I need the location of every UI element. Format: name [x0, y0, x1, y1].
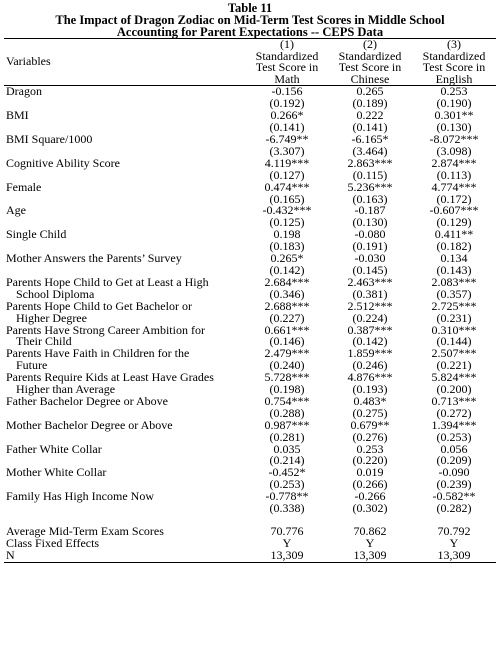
std-error-cell: (0.113) — [436, 167, 472, 182]
std-error-cell: (0.224) — [352, 310, 388, 325]
std-error-cell: (0.246) — [352, 358, 388, 373]
std-error-cell: (0.182) — [436, 239, 472, 254]
std-error-cell: (0.227) — [269, 310, 305, 325]
coefficient-cell: 0.987*** — [264, 417, 310, 432]
std-error-cell: (0.276) — [352, 429, 388, 444]
footer-value: Y — [449, 535, 459, 550]
coefficient-cell: 5.728*** — [264, 370, 310, 385]
table-caption-line1: The Impact of Dragon Zodiac on Mid-Term Test Scores in Middle School — [55, 13, 445, 27]
table-row — [4, 229, 496, 241]
std-error-cell: (0.357) — [436, 286, 472, 301]
variables-header: Variables — [6, 54, 51, 69]
coefficient-cell: -0.156 — [246, 86, 328, 98]
std-error-cell: (3.464) — [352, 143, 388, 158]
coefficient-cell: 0.253 — [412, 86, 496, 98]
std-error-cell: (0.165) — [269, 191, 305, 206]
variable-name — [4, 155, 246, 182]
table-row — [4, 372, 496, 384]
variable-name-line: Mother Answers the Parents’ Survey — [6, 251, 182, 266]
std-error-cell: (0.239) — [436, 477, 472, 492]
variable-name-line: Parents Hope Child to Get Bachelor or — [6, 298, 192, 313]
table-row — [4, 348, 496, 360]
variable-name — [4, 274, 246, 301]
std-error-cell: (0.142) — [269, 262, 305, 277]
coefficient-cell: 0.035 — [273, 441, 301, 456]
coefficient-cell: 5.236*** — [347, 179, 393, 194]
table-caption-line2: Accounting for Parent Expectations -- CEPS Data — [116, 25, 384, 39]
table-row — [4, 467, 496, 479]
coefficient-cell: 2.688*** — [264, 298, 310, 313]
footer-value: 70.862 — [353, 524, 387, 538]
table-body — [4, 86, 496, 562]
col3-label-line1: Standardized — [422, 48, 486, 63]
variable-name-line: Female — [6, 179, 42, 194]
coefficient-cell: 2.874*** — [431, 155, 477, 170]
std-error-cell: (0.163) — [352, 191, 388, 206]
variable-name — [4, 372, 246, 396]
variable-name-line: Single Child — [6, 227, 67, 242]
variable-name-line: Parents Have Faith in Children for the — [6, 346, 190, 361]
variable-name-line: Family Has High Income Now — [6, 489, 154, 504]
coefficient-cell: -0.266 — [354, 489, 386, 504]
std-error-cell: (0.192) — [269, 96, 305, 111]
coefficient-cell: 0.253 — [356, 441, 384, 456]
std-error-cell: (0.129) — [436, 215, 472, 230]
col2-number: (2) — [363, 37, 377, 51]
coefficient-cell: -0.432*** — [262, 203, 312, 218]
std-error-cell: (0.198) — [269, 382, 305, 397]
col2-label-line1: Standardized — [338, 48, 402, 63]
variable-name-line: Future — [16, 358, 48, 373]
std-error-cell: (0.172) — [436, 191, 472, 206]
coefficient-cell: 4.119*** — [264, 155, 310, 170]
coefficient-cell: 2.863*** — [347, 155, 393, 170]
std-error-cell: (0.209) — [436, 453, 472, 468]
footer-value: 13,309 — [412, 550, 496, 562]
variable-name — [4, 229, 246, 253]
variable-name — [4, 134, 246, 158]
std-error-cell: (0.130) — [436, 120, 472, 135]
table-row — [4, 491, 496, 503]
col1-label-line3: Math — [274, 71, 300, 86]
coefficient-cell: -0.582** — [432, 489, 476, 504]
variable-name — [4, 298, 246, 325]
coefficient-cell: 2.512*** — [347, 298, 393, 313]
regression-table — [4, 39, 496, 563]
table-row — [4, 134, 496, 146]
variable-name — [4, 393, 246, 420]
footer-value: 70.792 — [437, 524, 471, 538]
variable-name-line: Father White Collar — [6, 441, 102, 456]
variable-name-line: Higher than Average — [16, 382, 116, 397]
variable-name-line: Higher Degree — [16, 310, 87, 325]
table-row — [4, 86, 496, 98]
footer-row — [4, 550, 496, 562]
footer-value: 13,309 — [246, 550, 328, 562]
coefficient-cell: 4.876*** — [347, 370, 393, 385]
coefficient-cell: 0.411** — [434, 227, 474, 242]
coefficient-cell: -6.165* — [351, 132, 389, 146]
coefficient-cell: -0.187 — [354, 203, 386, 218]
variable-name — [4, 322, 246, 349]
std-error-cell: (0.275) — [352, 405, 388, 420]
std-error-cell: (0.193) — [352, 382, 388, 397]
footer-value: 70.776 — [270, 524, 304, 538]
footer-label: N — [4, 550, 246, 562]
table-row — [4, 301, 496, 313]
footer-label: Average Mid-Term Exam Scores — [6, 524, 164, 538]
table-row — [4, 325, 496, 337]
coefficient-cell: 0.679** — [350, 417, 390, 432]
table-row — [4, 158, 496, 170]
coefficient-cell: 1.394*** — [431, 417, 477, 432]
variable-name-line: Parents Have Strong Career Ambition for — [6, 322, 205, 337]
std-error-cell: (0.272) — [436, 405, 472, 420]
coefficient-cell: 5.824*** — [431, 370, 477, 385]
col2-label-line2: Test Score in — [338, 60, 402, 75]
coefficient-cell: 2.507*** — [431, 346, 477, 361]
coefficient-cell: 2.479*** — [264, 346, 310, 361]
col1-label-line2: Test Score in — [255, 60, 319, 75]
coefficient-cell: -0.080 — [354, 227, 386, 242]
std-error-cell: (0.302) — [352, 501, 388, 516]
variable-name-line: Dragon — [6, 84, 42, 99]
coefficient-cell: 0.713*** — [431, 393, 477, 408]
coefficient-cell: 0.301** — [434, 108, 474, 123]
std-error-cell: (0.125) — [269, 215, 305, 230]
variable-name-line: BMI — [6, 108, 29, 123]
std-error-cell: (0.381) — [352, 286, 388, 301]
coefficient-cell: 0.661*** — [264, 322, 310, 337]
coefficient-cell: 0.266* — [270, 108, 304, 123]
coefficient-cell: -8.072*** — [429, 132, 479, 146]
std-error-cell: (0.346) — [269, 286, 305, 301]
table-row — [4, 182, 496, 194]
std-error-cell: (0.282) — [436, 501, 472, 516]
variable-name-line: Mother White Collar — [6, 465, 107, 480]
coefficient-cell: -0.778** — [265, 489, 309, 504]
footer-value: Y — [365, 535, 375, 550]
table-row — [4, 277, 496, 289]
coefficient-cell: 2.684*** — [264, 274, 310, 289]
variable-name — [4, 348, 246, 372]
table-row — [4, 110, 496, 122]
std-error-cell: (0.141) — [352, 120, 388, 135]
coefficient-cell: 2.083*** — [431, 274, 477, 289]
footer-row — [4, 538, 496, 550]
std-error-cell: (0.253) — [436, 429, 472, 444]
coefficient-cell: -0.607*** — [429, 203, 479, 218]
coefficient-cell: 2.725*** — [431, 298, 477, 313]
variable-name — [4, 467, 246, 491]
std-error-cell: (0.338) — [269, 501, 305, 516]
std-error-cell: (0.142) — [352, 334, 388, 349]
coefficient-cell: -0.030 — [354, 251, 386, 266]
std-error-cell: (0.214) — [269, 453, 305, 468]
footer-value: 13,309 — [328, 550, 412, 562]
coefficient-cell: 0.754*** — [264, 393, 310, 408]
std-error-cell: (0.145) — [352, 262, 388, 277]
coefficient-cell: -6.749** — [265, 132, 309, 146]
col3-number: (3) — [447, 37, 461, 51]
std-error-cell: (0.127) — [269, 167, 305, 182]
coefficient-cell: 4.774*** — [431, 179, 477, 194]
std-error-cell: (0.200) — [436, 382, 472, 397]
coefficient-cell: 0.019 — [356, 465, 384, 480]
variable-name-line: Their Child — [16, 334, 72, 349]
coefficient-cell: 0.056 — [440, 441, 468, 456]
std-error-cell: (0.141) — [269, 120, 305, 135]
variable-name — [4, 253, 246, 277]
variable-name — [4, 179, 246, 206]
variable-name — [4, 441, 246, 468]
coefficient-cell: 0.198 — [273, 227, 301, 242]
variable-name-line: School Diploma — [16, 286, 95, 301]
std-error-cell: (0.220) — [352, 453, 388, 468]
coefficient-cell: 0.387*** — [347, 322, 393, 337]
footer-label: Class Fixed Effects — [6, 535, 100, 550]
table-row — [4, 253, 496, 265]
std-error-cell: (0.189) — [352, 96, 388, 111]
variable-name — [4, 86, 246, 110]
std-error-cell: (0.231) — [436, 310, 472, 325]
std-error-cell: (0.190) — [436, 96, 472, 111]
std-error-cell: (0.253) — [269, 477, 305, 492]
coefficient-cell: 0.222 — [356, 108, 384, 123]
coefficient-cell: 0.310*** — [431, 322, 477, 337]
std-error-cell: (0.221) — [436, 358, 472, 373]
variable-name — [4, 491, 246, 515]
std-error-cell: (0.146) — [269, 334, 305, 349]
table-number: Table 11 — [227, 1, 273, 15]
coefficient-cell: 1.859*** — [347, 346, 393, 361]
coefficient-cell: -0.452* — [268, 465, 306, 480]
coefficient-cell: 0.474*** — [264, 179, 310, 194]
coefficient-cell: -0.090 — [438, 465, 470, 480]
variable-name-line: BMI Square/1000 — [6, 132, 93, 146]
variable-name — [4, 205, 246, 229]
std-error-cell: (3.098) — [436, 143, 472, 158]
variable-name-line: Cognitive Ability Score — [6, 155, 120, 170]
coefficient-cell: 0.265* — [270, 251, 304, 266]
table-title — [4, 2, 496, 38]
footer-value: Y — [282, 535, 292, 550]
col3-label-line3: English — [435, 71, 473, 86]
std-error-cell: (0.144) — [436, 334, 472, 349]
table-row — [4, 444, 496, 456]
coefficient-cell: 0.483* — [353, 393, 387, 408]
std-error-cell: (3.307) — [269, 143, 305, 158]
variable-name-line: Parents Require Kids at Least Have Grades — [6, 370, 214, 385]
variable-name-line: Father Bachelor Degree or Above — [6, 393, 168, 408]
std-error-cell: (0.143) — [436, 262, 472, 277]
col3-label-line2: Test Score in — [422, 60, 486, 75]
table-header — [4, 39, 496, 86]
std-error-cell: (0.191) — [352, 239, 388, 254]
coefficient-cell: 0.134 — [440, 251, 468, 266]
std-error-cell: (0.183) — [269, 239, 305, 254]
table-row — [4, 420, 496, 432]
variable-name-line: Parents Hope Child to Get at Least a High — [6, 274, 209, 289]
std-error-cell: (0.266) — [352, 477, 388, 492]
std-error-cell: (0.240) — [269, 358, 305, 373]
variable-name — [4, 417, 246, 444]
coefficient-cell: 0.265 — [328, 86, 412, 98]
table-row — [4, 396, 496, 408]
std-error-cell: (0.281) — [269, 429, 305, 444]
col2-label-line3: Chinese — [350, 71, 390, 86]
variable-name-line: Age — [6, 203, 26, 218]
coefficient-cell: 2.463*** — [347, 274, 393, 289]
std-error-cell: (0.130) — [352, 215, 388, 230]
variable-name — [4, 110, 246, 134]
std-error-cell: (0.115) — [352, 167, 388, 182]
variable-name-line: Mother Bachelor Degree or Above — [6, 417, 173, 432]
std-error-cell: (0.288) — [269, 405, 305, 420]
col1-number: (1) — [280, 37, 294, 51]
table-row — [4, 205, 496, 217]
col1-label-line1: Standardized — [255, 48, 319, 63]
